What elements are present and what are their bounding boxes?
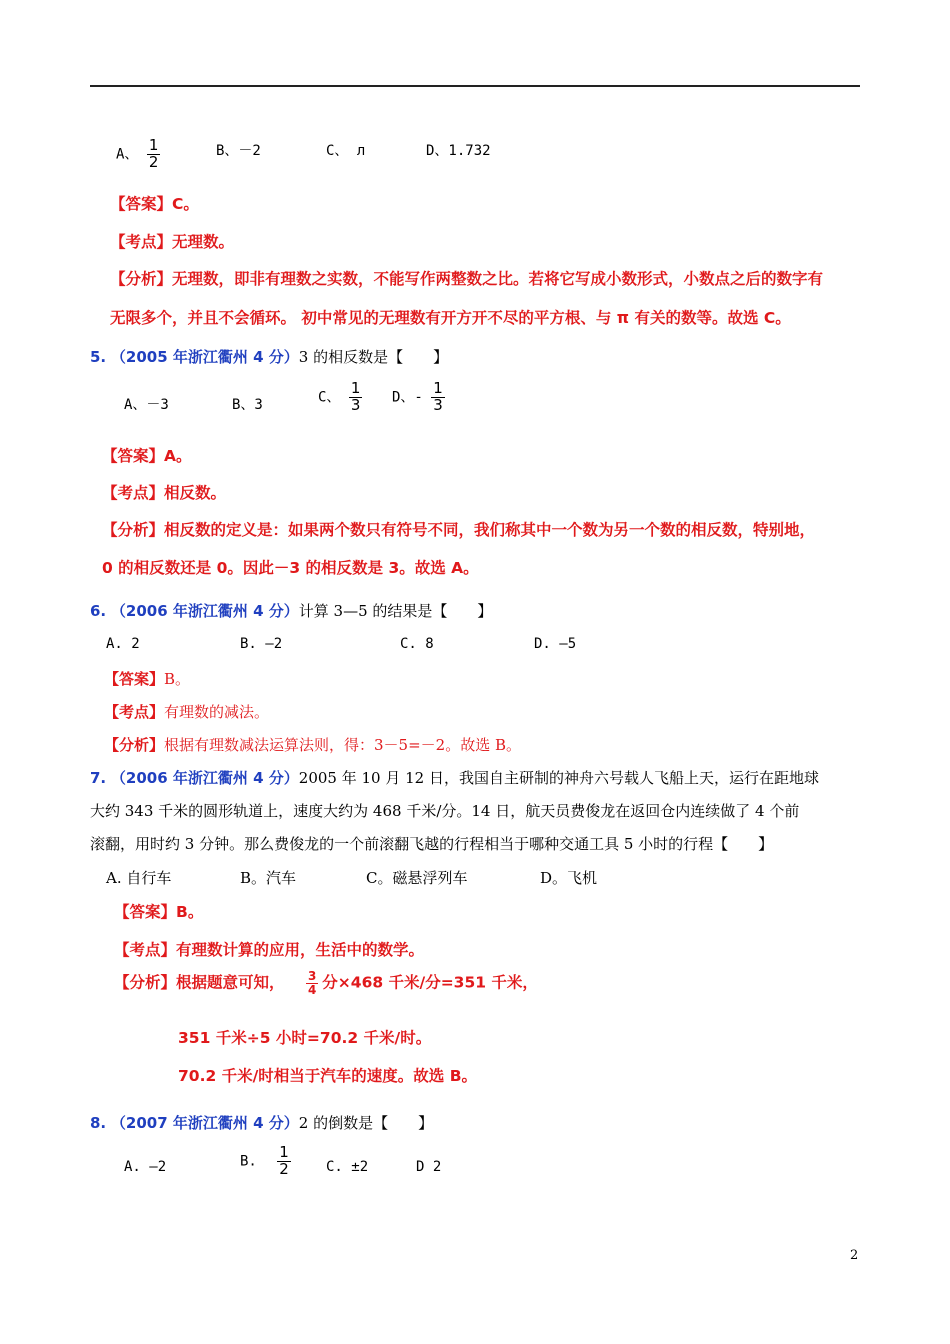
q6-analysis: [104, 734, 521, 755]
q8-option-c: C. ±2: [326, 1159, 369, 1175]
question-stem: 计算 3—5 的结果是【 】: [298, 602, 493, 620]
q4-analysis-line-1: [110, 267, 823, 289]
option-label: C、: [318, 389, 341, 406]
q6-answer: [104, 668, 190, 689]
question-source: （2007 年浙江衢州 4 分）: [110, 1114, 299, 1132]
fraction-numerator: 1: [350, 379, 361, 397]
q7-point: [114, 938, 424, 960]
q6-option-a: A. 2: [106, 636, 140, 652]
fraction-numerator: 1: [148, 136, 159, 154]
question-stem: 3 的相反数是【 】: [298, 348, 449, 366]
q8-question: [90, 1112, 433, 1133]
q7-analysis-line-2: 351 千米÷5 小时=70.2 千米/时。: [178, 1029, 432, 1047]
analysis-text: 无理数，即非有理数之实数，不能写作两整数之比。若将它写成小数形式，小数点之后的数字有: [172, 270, 824, 288]
question-stem: 2005 年 10 月 12 日，我国自主研制的神舟六号载人飞船上天，运行在距地球: [298, 769, 819, 787]
q7-answer: [114, 900, 203, 922]
q7-option-d: D。飞机: [540, 869, 598, 887]
q4-option-c: C、 л: [326, 143, 366, 159]
fraction: [147, 138, 161, 171]
answer-tag: 【答案】: [110, 195, 173, 213]
question-source: （2005 年浙江衢州 4 分）: [110, 348, 299, 366]
q5-analysis-line-2: 0 的相反数还是 0。因此－3 的相反数是 3。故选 A。: [102, 559, 479, 577]
analysis-text: 分×468 千米/分=351 千米，: [322, 973, 538, 992]
answer-value: B。: [176, 903, 204, 921]
fraction: [349, 381, 363, 414]
q6-point: [104, 701, 269, 722]
point-tag: 【考点】: [110, 233, 173, 251]
analysis-tag: 【分析】: [104, 736, 165, 754]
fraction-numerator: 1: [433, 379, 443, 397]
q7-analysis-line-3: 70.2 千米/时相当于汽车的速度。故选 B。: [178, 1067, 478, 1085]
fraction-denominator: 4: [307, 982, 317, 997]
q8-option-d: D 2: [416, 1159, 442, 1175]
analysis-tag: 【分析】: [114, 973, 177, 992]
point-value: 有理数计算的应用，生活中的数学。: [176, 941, 425, 959]
question-stem: 2 的倒数是【 】: [298, 1114, 434, 1132]
question-source: （2006 年浙江衢州 4 分）: [110, 602, 299, 620]
q8-option-b: [240, 1145, 291, 1178]
fraction: [306, 970, 318, 996]
analysis-text: 根据题意可知，: [176, 973, 285, 992]
q7-option-c: C。磁悬浮列车: [366, 869, 468, 887]
fraction-denominator: 3: [350, 395, 361, 414]
answer-tag: 【答案】: [104, 670, 165, 688]
q5-point: [102, 481, 226, 503]
answer-tag: 【答案】: [114, 903, 177, 921]
q5-analysis-line-1: [102, 518, 815, 540]
q5-option-b: B、3: [232, 397, 263, 413]
answer-tag: 【答案】: [102, 447, 165, 465]
q4-option-a: [116, 138, 160, 171]
option-label: A、: [116, 146, 139, 163]
fraction-numerator: 3: [307, 969, 317, 983]
q5-option-a: A、－3: [124, 397, 169, 413]
analysis-tag: 【分析】: [110, 270, 173, 288]
q7-question-line-3: 滚翻，用时约 3 分钟。那么费俊龙的一个前滚翻飞越的行程相当于哪种交通工具 5 小时的行程【 】: [90, 835, 774, 853]
question-source: （2006 年浙江衢州 4 分）: [110, 769, 299, 787]
option-label: B.: [240, 1153, 257, 1170]
point-value: 无理数。: [172, 233, 235, 251]
q4-point: [110, 230, 234, 252]
q7-question-line-2: 大约 343 千米的圆形轨道上，速度大约为 468 千米/分。14 日，航天员费俊龙在返回仓内连续做了 4 个前: [90, 802, 800, 820]
page-number: 2: [850, 1248, 859, 1263]
point-value: 相反数。: [164, 484, 227, 502]
fraction: [277, 1145, 291, 1178]
answer-value: C。: [172, 195, 199, 213]
fraction-denominator: 2: [279, 1159, 289, 1178]
q5-question: [90, 346, 448, 367]
analysis-text: 相反数的定义是：如果两个数只有符号不同，我们称其中一个数为另一个数的相反数，特别地，: [164, 521, 816, 539]
question-number: 8.: [90, 1114, 107, 1132]
q5-option-c: [318, 381, 362, 414]
q5-option-d: [392, 381, 445, 414]
question-number: 7.: [90, 769, 107, 787]
q6-option-d: D. —5: [534, 636, 577, 652]
answer-value: B。: [164, 670, 191, 688]
option-label: D、-: [392, 389, 423, 406]
q6-option-c: C. 8: [400, 636, 434, 652]
q6-option-b: B. —2: [240, 636, 283, 652]
analysis-text: 根据有理数减法运算法则，得：3－5=－2。故选 B。: [164, 736, 522, 754]
q4-answer: [110, 192, 199, 214]
analysis-tag: 【分析】: [102, 521, 165, 539]
fraction-denominator: 3: [433, 395, 443, 414]
point-value: 有理数的减法。: [164, 703, 270, 721]
q4-analysis-line-2: 无限多个，并且不会循环。 初中常见的无理数有开方开不尽的平方根、与 π 有关的数等。故选 C。: [110, 309, 791, 327]
q4-option-b: B、－2: [216, 143, 261, 159]
point-tag: 【考点】: [114, 941, 177, 959]
point-tag: 【考点】: [102, 484, 165, 502]
q7-option-a: A. 自行车: [106, 869, 172, 887]
q6-question: [90, 600, 492, 621]
header-rule: [90, 85, 860, 87]
q8-option-a: A. —2: [124, 1159, 167, 1175]
q4-option-d: D、1.732: [426, 143, 491, 159]
fraction-numerator: 1: [279, 1143, 289, 1161]
answer-value: A。: [164, 447, 192, 465]
question-number: 5.: [90, 348, 107, 366]
fraction: [431, 381, 445, 414]
fraction-denominator: 2: [148, 152, 159, 171]
q7-analysis-line-1: [114, 970, 538, 996]
q7-question-line-1: [90, 767, 819, 788]
question-number: 6.: [90, 602, 107, 620]
point-tag: 【考点】: [104, 703, 165, 721]
q5-answer: [102, 444, 192, 466]
q7-option-b: B。汽车: [240, 869, 297, 887]
